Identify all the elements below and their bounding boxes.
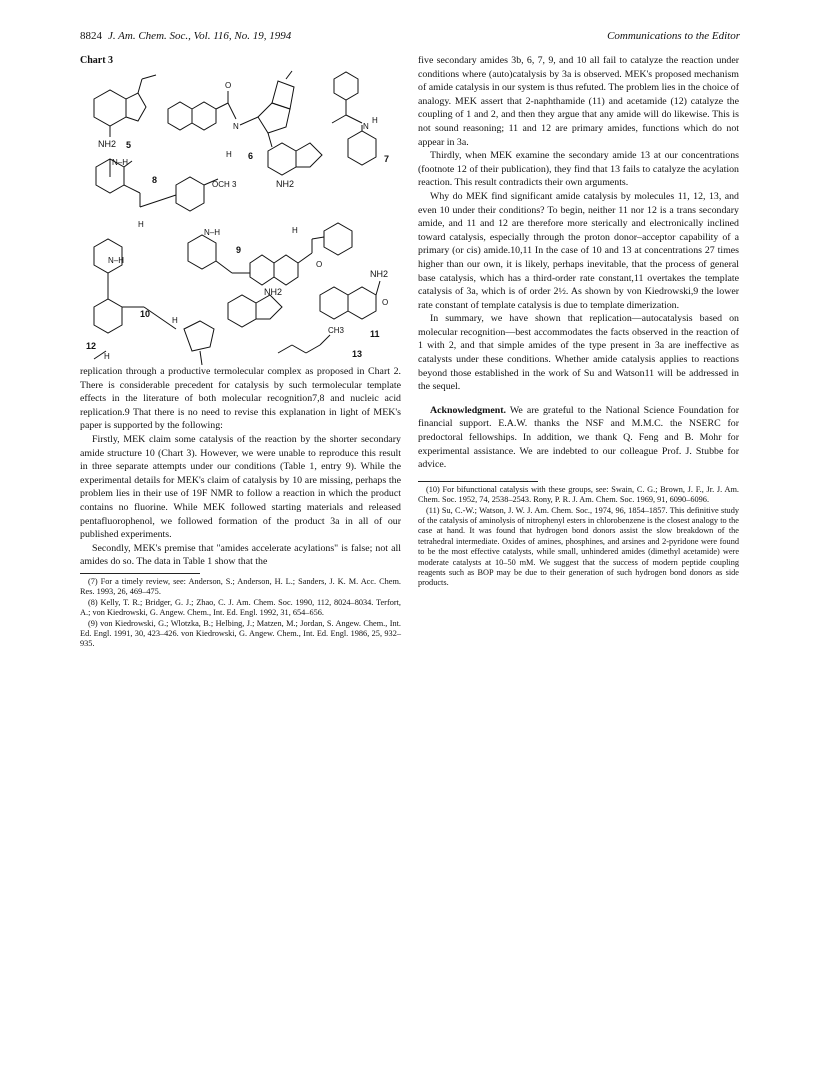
label-6-nh2: NH2 bbox=[276, 179, 295, 189]
label-9: 9 bbox=[236, 245, 242, 255]
label-10: 10 bbox=[140, 309, 151, 319]
label-5: 5 bbox=[126, 140, 132, 150]
structure-12 bbox=[86, 341, 110, 361]
label-8-nh: N–H bbox=[112, 158, 129, 167]
chemical-structures-chart bbox=[80, 67, 401, 365]
acknowledgment bbox=[418, 404, 739, 472]
footnote-8: (8) Kelly, T. R.; Bridger, G. J.; Zhao, C. J. Am. Chem. Soc. 1990, 112, 8024–8034. Terfort, A.; von Kiedrowski, G. Angew. Chem., Int. Ed. Engl. 1992, 31, 654–656. bbox=[80, 597, 401, 618]
footnote-rule-right bbox=[418, 481, 538, 482]
acknowledgment-heading: Acknowledgment. bbox=[430, 404, 506, 416]
left-paragraph-3: Secondly, MEK's premise that "amides accelerate acylations" is false; not all amides do so. The data in Table 1 show that the bbox=[80, 542, 401, 568]
right-paragraph-1: five secondary amides 3b, 6, 7, 9, and 10 all fail to catalyze the reaction under conditions where (auto)catalysis by 3a is observed. MEK's proposed mechanism of amide catalysis in our system is thus refuted. The problem lies in the choice of analogy. MEK assert that 2-naphthamide (11) and acetamide (12) catalyze the coupling of 1 and 2, and then they argue that any amide will do likewise. This is not sound reasoning; 11 and 12 are primary amides, functions which do not appear in 3a. bbox=[418, 55, 739, 148]
label-11-nh2: NH2 bbox=[370, 269, 389, 279]
footnote-11: (11) Su, C.-W.; Watson, J. W. J. Am. Chem. Soc., 1974, 96, 1854–1857. This definitive study of the catalysis of aminolysis of nitrophenyl esters in chlorobenzene is the closest analogy to the case at hand. It was found that hydrogen bond donors assist the slow breakdown of the tetrahedral intermediate. Oxides of amines, phosphines, and arsines and 2-pyridone were found to be the most effective catalysts, while small, unhindered amides (dimethyl acetamide) were moderate catalysts at 10–50 mM. We suggest that the success of modern peptide coupling reagents such as BOP may be due to their generation of such hydrogen bond donors as side products. bbox=[418, 505, 739, 588]
footnote-10: (10) For bifunctional catalysis with these groups, see: Swain, C. G.; Brown, J. F., Jr. J. Am. Chem. Soc. 1952, 74, 2538–2543. Rony, P. R. J. Am. Chem. Soc. 1969, 91, 6090–6096. bbox=[418, 484, 739, 505]
label-8-h: H bbox=[138, 220, 144, 229]
structure-7 bbox=[332, 72, 389, 165]
right-paragraph-3: Why do MEK find significant amide catalysis by molecules 11, 12, 13, and even 10 under their conditions? To begin, neither 11 nor 12 is a trans secondary amide, and 11 and 12 are therefore more sterically and electronically inclined toward catalysis, especially through the proton donor–acceptor capability of a primary (or cis) amide.10,11 In the case of 10 and 13 at concentrations 27 times higher than our own, it is likely, perhaps inevitable, that the process of general base catalysis, which has a third-order rate constant,11 overtakes the template catalysis of 3a, which is of order 2½. As shown by von Kiedrowski,9 the lower rate constant of template catalysis is due to template dimerization. bbox=[418, 190, 739, 311]
structure-5 bbox=[94, 75, 156, 150]
left-paragraph-1: replication through a productive termolecular complex as proposed in Chart 2. There is considerable precedent for catalysis by such termolecular template effects in the literature of both molecular recognition7,8 and nucleic acid replication.9 That there is no need to revise this explanation in light of MEK's paper is supported by the following: bbox=[80, 366, 401, 432]
right-paragraph-2: Thirdly, when MEK examine the secondary amide 13 at our concentrations (footnote 12 of their publication), they find that 13 fails to catalyze the acylation reaction. This result contradicts their own arguments. bbox=[418, 150, 739, 189]
structure-6 bbox=[168, 71, 322, 189]
label-9-nh: N–H bbox=[204, 228, 221, 237]
label-11-o: O bbox=[382, 298, 389, 307]
journal-citation: J. Am. Chem. Soc., Vol. 116, No. 19, 1994 bbox=[108, 30, 292, 42]
label-7-n: N bbox=[363, 122, 369, 131]
footnote-7: (7) For a timely review, see: Anderson, S.; Anderson, H. L.; Sanders, J. K. M. Acc. Chem. Res. 1993, 26, 469–475. bbox=[80, 576, 401, 597]
label-9-h: H bbox=[292, 226, 298, 235]
label-6-h: H bbox=[226, 150, 232, 159]
label-10-nh: N–H bbox=[108, 256, 125, 265]
page-number: 8824 bbox=[80, 30, 102, 42]
label-12: 12 bbox=[86, 341, 97, 351]
label-12-h: H bbox=[104, 352, 110, 361]
label-10-h: H bbox=[172, 316, 178, 325]
label-6-n: N bbox=[233, 122, 239, 131]
label-7: 7 bbox=[384, 154, 390, 164]
label-6: 6 bbox=[248, 151, 254, 161]
label-13: 13 bbox=[352, 349, 363, 359]
right-column bbox=[418, 54, 739, 589]
label-8: 8 bbox=[152, 175, 158, 185]
chart-title: Chart 3 bbox=[80, 55, 114, 66]
label-8-och3: OCH 3 bbox=[212, 180, 237, 189]
acknowledgment-body: We are grateful to the National Science Foundation for financial support. E.A.W. thanks the NSF and M.M.C. the NSERC for predoctoral fellowships. In addition, we thank Q. Feng and B. Mohr for experimental assistance. We are indebted to our colleague Prof. J. Stubbe for advice. bbox=[418, 404, 739, 471]
structure-9 bbox=[188, 223, 352, 285]
footnote-rule bbox=[80, 573, 200, 574]
label-10-nh2: NH2 bbox=[264, 287, 283, 297]
label-7-h: H bbox=[372, 116, 378, 125]
structure-13 bbox=[278, 326, 362, 359]
right-paragraph-4: In summary, we have shown that replication—autocatalysis based on molecular recognition—best accommodates the facts observed in the reaction of 1 with 2, and that simple amides of the type present in 3a are ineffective as catalysts under these conditions. Whether amide catalysis applies to reactions beyond those established in the work of Su and Watson11 will be addressed in the sequel. bbox=[418, 313, 739, 393]
section-title: Communications to the Editor bbox=[607, 30, 740, 42]
label-13-ch3: CH3 bbox=[328, 326, 345, 335]
structure-8 bbox=[96, 158, 237, 229]
header-left bbox=[80, 30, 291, 42]
page-header bbox=[80, 30, 740, 44]
left-paragraph-2: Firstly, MEK claim some catalysis of the reaction by the shorter secondary amide structure 10 (Chart 3). However, we were unable to reproduce this result in three separate attempts under our conditions (Table 1, entry 9). While the experimental details for MEK's claim of catalysis by 10 are missing, perhaps the problem lies in their use of 19F NMR to follow a reaction in which the product contains no fluorine. While MEK followed starting materials and released pentafluorophenol, we followed formation of the product 3a in all of our published experiments. bbox=[80, 433, 401, 541]
footnote-9: (9) von Kiedrowski, G.; Wlotzka, B.; Helbing, J.; Matzen, M.; Jordan, S. Angew. Chem., Int. Ed. Engl. 1991, 30, 423–426. von Kiedrowski, G. Angew. Chem., Int. Ed. Engl. 1986, 25, 932–935. bbox=[80, 618, 401, 649]
label-9-o: O bbox=[316, 260, 323, 269]
label-5-nh2: NH2 bbox=[98, 139, 117, 149]
label-6-o: O bbox=[225, 81, 232, 90]
label-11: 11 bbox=[370, 329, 380, 339]
left-column bbox=[80, 54, 401, 650]
